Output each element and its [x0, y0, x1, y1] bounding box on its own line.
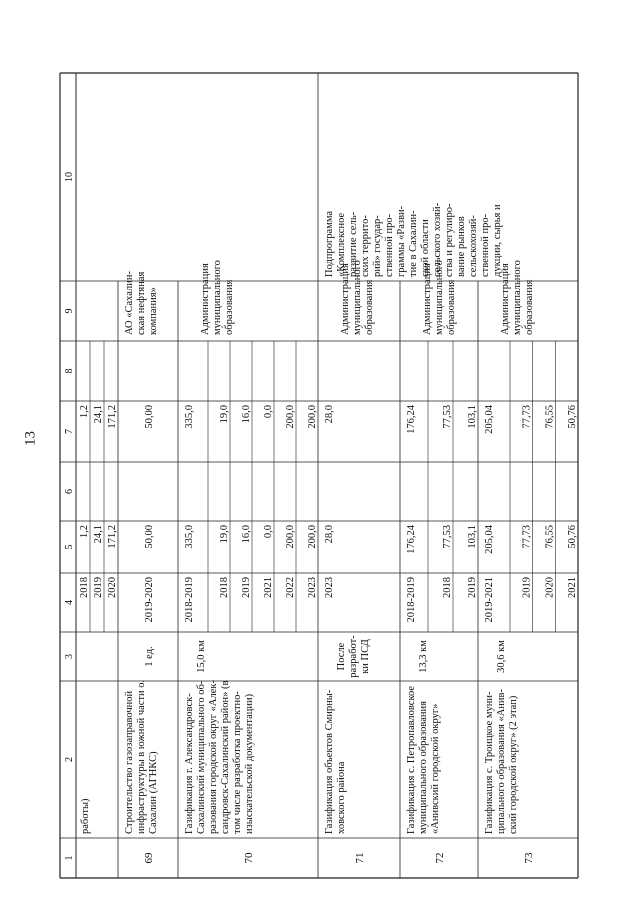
period: 2023 [324, 577, 335, 598]
value-cell-col7: 1,2 [79, 405, 90, 419]
program-reference: ства и регулиро- [444, 203, 455, 277]
work-name: ципального образования «Анив- [496, 689, 507, 834]
capacity: 13,3 км [418, 640, 429, 673]
column-number-header: 8 [64, 368, 75, 374]
row-number: 71 [354, 852, 366, 864]
program-reference: ских террито- [360, 215, 371, 277]
year-cell: 2022 [285, 577, 296, 598]
year-cell: 2023 [307, 577, 318, 598]
year-cell: 2018 [442, 577, 453, 598]
value-cell-col5: 76,55 [544, 525, 556, 549]
total-col7: 28,0 [324, 405, 335, 424]
work-name: Сахалин (АГНКС) [148, 751, 159, 834]
executor: Администрация [200, 263, 211, 335]
column-number-header: 7 [64, 429, 75, 434]
value-cell-col7: 200,0 [307, 405, 318, 429]
work-name: Газификация г. Александровск- [184, 693, 195, 834]
year-cell: 2019 [521, 577, 533, 598]
work-name: Газификация с. Петропавловское [406, 685, 417, 834]
prev-work-name-fragment: работы) [80, 798, 91, 834]
column-number-header: 6 [64, 489, 75, 494]
capacity: разработ- [348, 635, 359, 678]
program-reference: тие в Сахалин- [408, 210, 419, 277]
work-name: том числе разработка проектно- [232, 691, 243, 834]
table-content [64, 172, 578, 864]
period: 2018-2019 [406, 577, 417, 623]
value-cell-col7: 19,0 [219, 405, 230, 424]
work-name: «Анивский городской округ» [430, 703, 441, 834]
capacity: ки ПСД [360, 639, 371, 674]
year-cell: 2020 [544, 577, 556, 598]
column-number-header: 2 [64, 757, 75, 762]
program-reference: дукции, сырья и [492, 204, 503, 277]
row-number: 73 [523, 852, 535, 864]
period: 2018-2019 [184, 577, 195, 623]
program-reference: сельского хозяй- [432, 202, 443, 277]
capacity: 30,6 км [496, 640, 507, 673]
value-cell-col5: 16,0 [241, 525, 252, 544]
value-cell-col5: 77,73 [521, 525, 533, 549]
year-cell: 2020 [107, 577, 118, 598]
work-name: ский городской округ» (2 этап) [508, 695, 519, 834]
program-reference: граммы «Разви- [396, 205, 407, 277]
value-cell-col7: 77,53 [442, 405, 453, 429]
total-col5: 28,0 [324, 525, 335, 544]
total-col7: 335,0 [184, 405, 195, 429]
value-cell-col5: 1,2 [79, 525, 90, 539]
value-cell-col7: 16,0 [241, 405, 252, 424]
year-cell: 2018 [79, 577, 90, 598]
executor: Администрация [500, 263, 511, 335]
column-number-header: 9 [64, 308, 75, 314]
table [60, 73, 578, 878]
program-reference: ской области [420, 219, 431, 277]
period: 2019-2020 [144, 577, 155, 623]
work-name: Газификация объектов Смирны- [324, 689, 335, 834]
executor: муниципального [434, 260, 445, 335]
year-cell: 2021 [567, 577, 578, 598]
value-cell-col5: 200,0 [285, 525, 296, 549]
executor: муниципального [212, 260, 223, 335]
value-cell-col7: 24,1 [93, 405, 104, 424]
value-cell-col5: 0,0 [263, 525, 274, 539]
work-name: сандровск-Сахалинский район» (в [220, 680, 231, 834]
executor: образования [524, 279, 535, 335]
work-name: Газификация с. Троицкое муни- [484, 691, 495, 834]
work-name: Строительство газозаправочной [124, 690, 135, 834]
executor: муниципального [352, 260, 363, 335]
capacity: 15,0 км [196, 640, 207, 673]
year-cell: 2019 [241, 577, 252, 598]
column-number-header: 3 [64, 654, 75, 659]
row-number: 69 [143, 852, 155, 864]
value-cell-col7: 200,0 [285, 405, 296, 429]
period: 2019-2021 [484, 577, 495, 623]
executor: образования [224, 279, 235, 335]
row-number: 70 [243, 852, 255, 864]
work-name: разования городской округ «Алек- [208, 680, 219, 834]
value-cell-col5: 50,76 [567, 525, 578, 549]
year-cell: 2019 [93, 577, 104, 598]
row-number: 72 [434, 852, 446, 864]
executor: Администрация [422, 263, 433, 335]
executor: ская нефтяная [136, 271, 147, 335]
program-reference: сельскохозяй- [468, 215, 479, 277]
column-number-header: 1 [64, 855, 75, 861]
program-reference: вание рынков [456, 216, 467, 277]
year-cell: 2021 [263, 577, 274, 598]
column-number-header: 4 [64, 600, 75, 605]
work-name: Сахалинский муниципального об- [196, 680, 207, 834]
value-cell-col5: 103,1 [467, 525, 478, 549]
work-name: изыскательской документации) [244, 693, 255, 834]
value-cell-col5: 19,0 [219, 525, 230, 544]
value-cell-col5: 77,53 [442, 525, 453, 549]
executor: муниципального [512, 260, 523, 335]
total-col5: 50,00 [144, 525, 155, 549]
program-reference: ственной про- [480, 213, 491, 277]
executor: Администрация [340, 263, 351, 335]
value-cell-col7: 171,2 [107, 405, 118, 429]
value-cell-col7: 77,73 [521, 405, 533, 429]
value-cell-col7: 76,55 [544, 405, 556, 429]
work-name: инфраструктуры в южной части о. [136, 679, 147, 834]
total-col5: 335,0 [184, 525, 195, 549]
value-cell-col5: 171,2 [107, 525, 118, 549]
executor: компания» [148, 287, 159, 335]
value-cell-col7: 50,76 [567, 405, 578, 429]
executor: образования [446, 279, 457, 335]
value-cell-col7: 0,0 [263, 405, 274, 419]
column-number-header: 10 [64, 172, 75, 182]
total-col7: 50,00 [144, 405, 155, 429]
year-cell: 2018 [219, 577, 230, 598]
program-reference: «Комплексное [336, 212, 347, 277]
year-cell: 2019 [467, 577, 478, 598]
value-cell-col7: 103,1 [467, 405, 478, 429]
total-col5: 205,04 [484, 525, 495, 554]
executor: образования [364, 279, 375, 335]
total-col7: 205,04 [484, 405, 495, 434]
capacity: После [336, 642, 347, 671]
value-cell-col5: 200,0 [307, 525, 318, 549]
value-cell-col5: 24,1 [93, 525, 104, 544]
column-number-header: 5 [64, 544, 75, 550]
work-name: муниципального образования [418, 701, 429, 834]
total-col5: 176,24 [406, 525, 417, 554]
program-reference: развитие сель- [348, 211, 359, 277]
executor: АО «Сахалин- [124, 270, 135, 335]
total-col7: 176,24 [406, 405, 417, 434]
capacity: 1 ед. [144, 646, 155, 667]
page-number: 13 [22, 431, 39, 446]
program-reference: рий» государ- [372, 215, 383, 277]
work-name: ховского района [336, 761, 347, 834]
program-reference: Подпрограмма [324, 210, 335, 277]
program-reference: ственной про- [384, 213, 395, 277]
